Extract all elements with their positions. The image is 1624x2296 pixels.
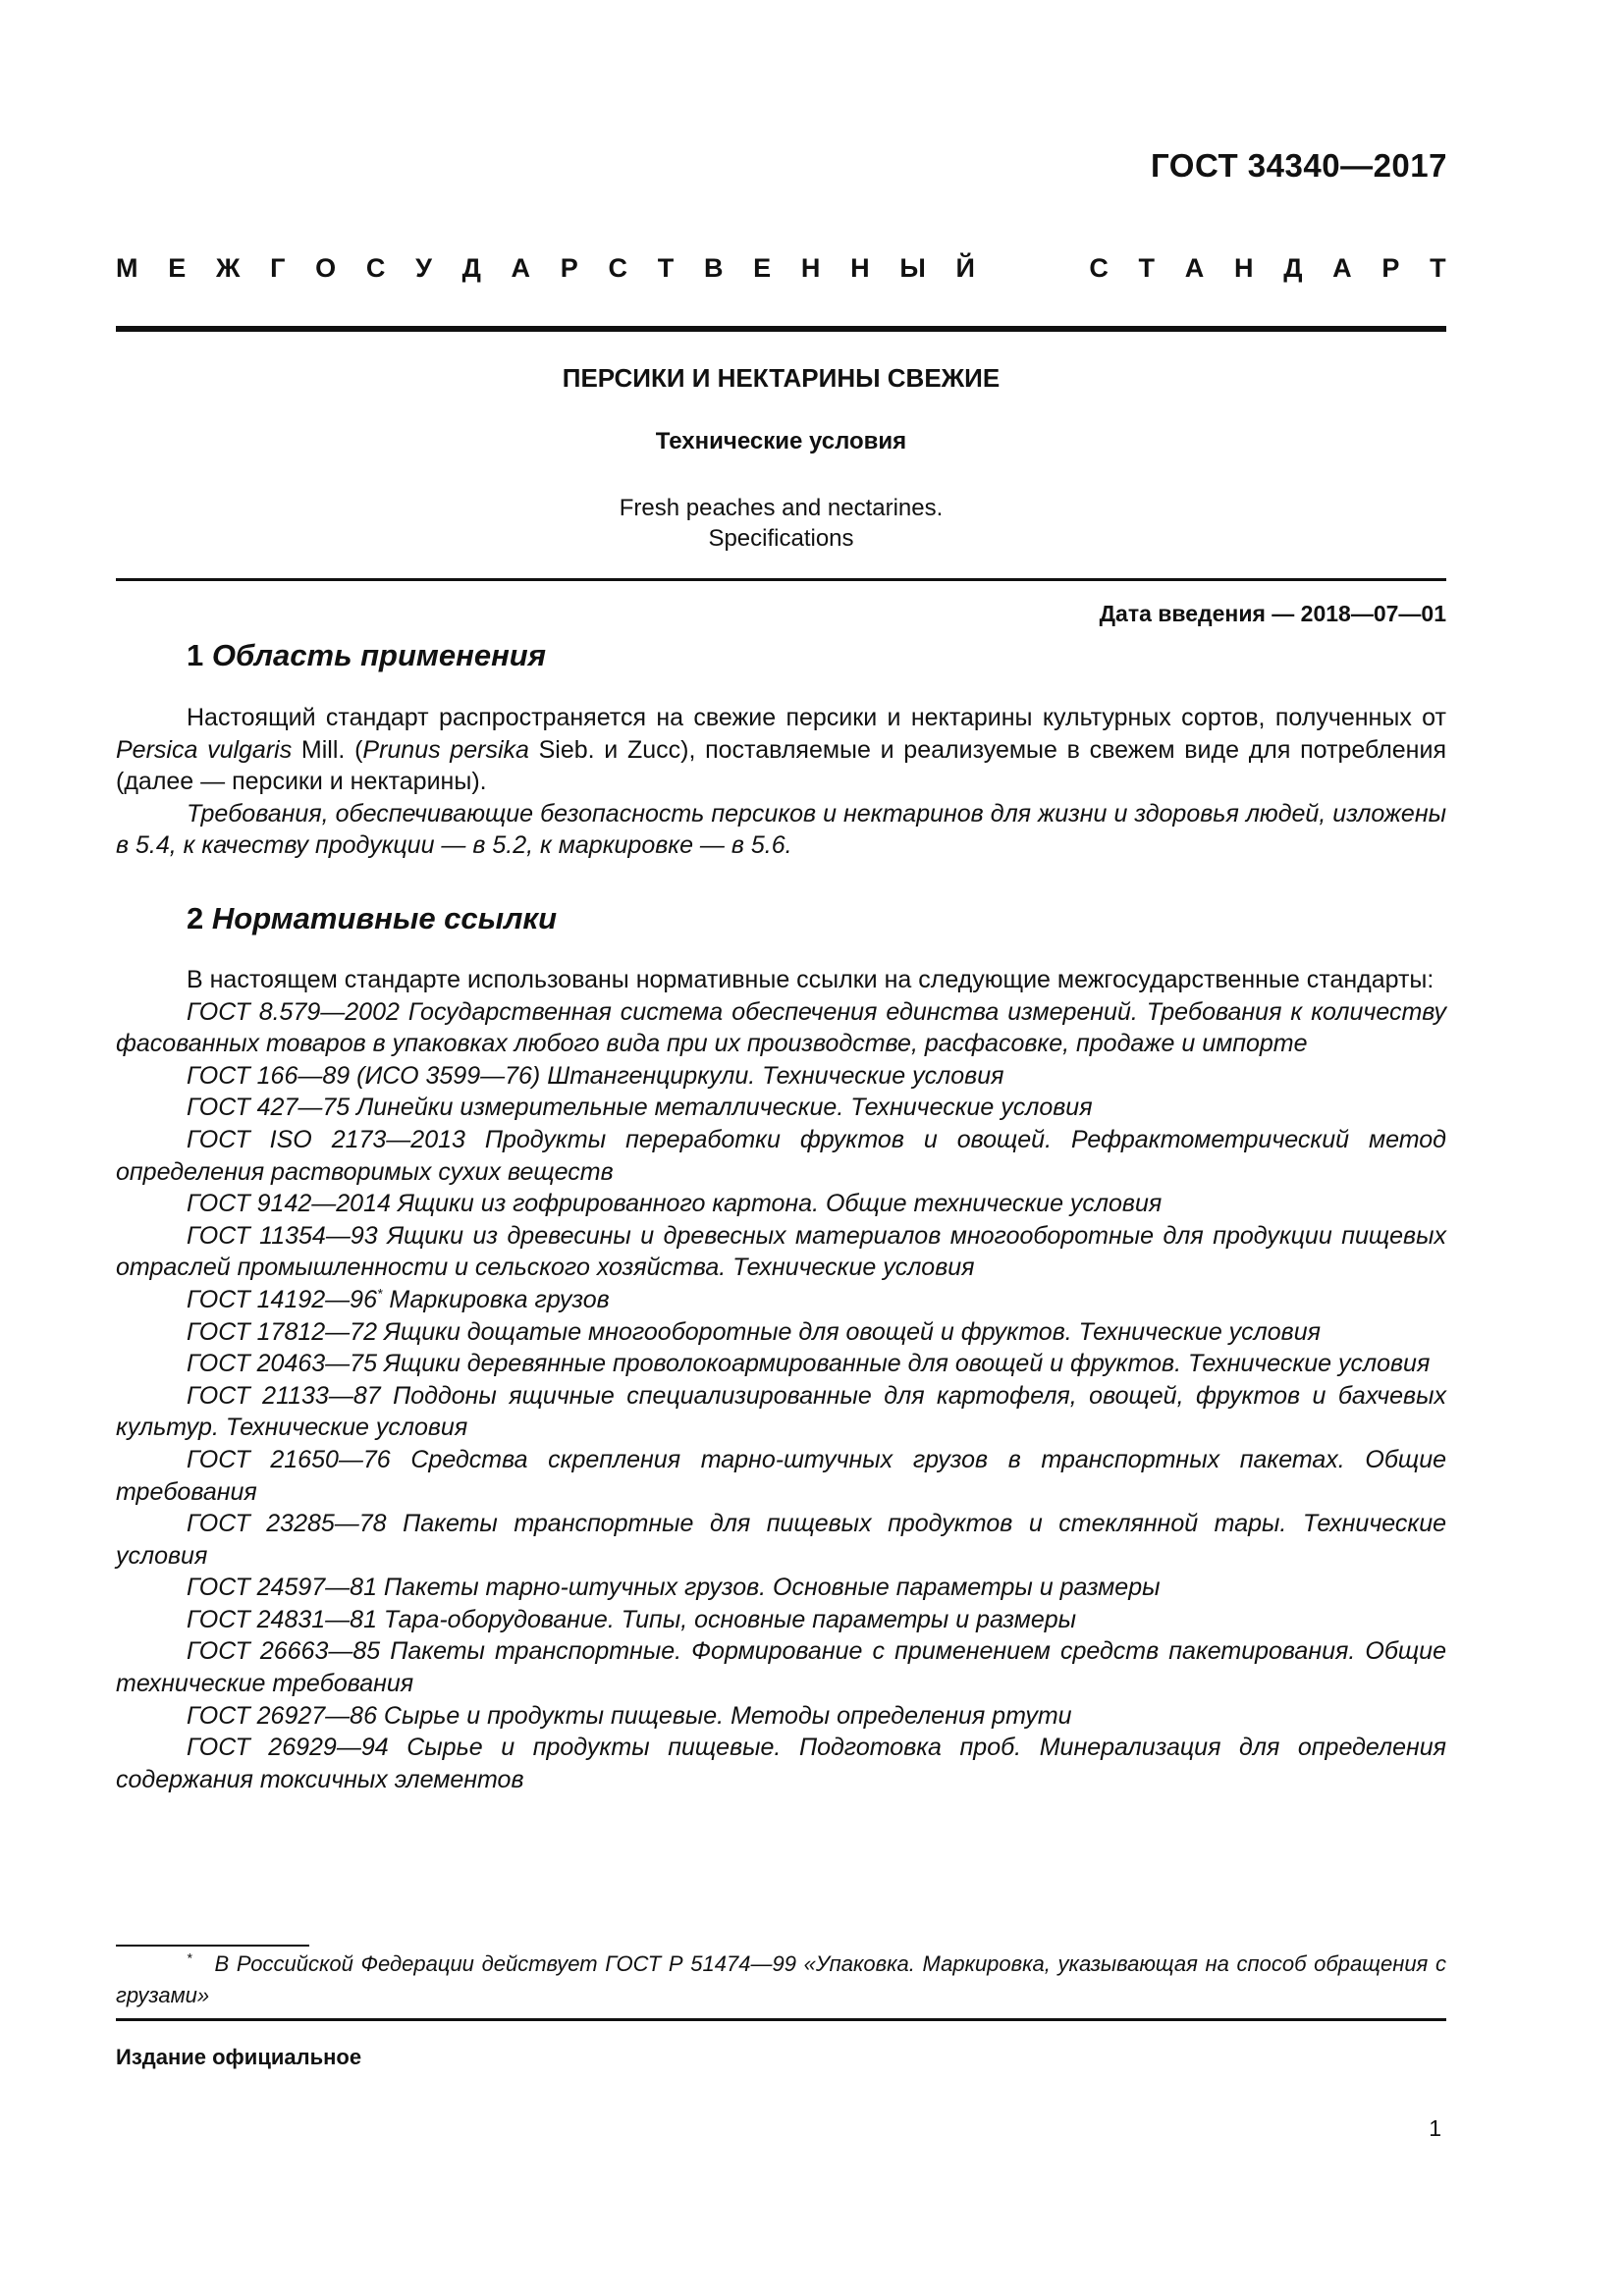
section-1-heading: 1 Область применения — [187, 638, 546, 672]
scope-paragraph: Настоящий стандарт распространяется на свежие персики и нектарины культурных сортов, полученных от Persica vulgaris Mill. (Prunus persika Sieb. и Zucc), поставляемые и реализуемые в свежем виде для потребления (далее — персики и нектарины). — [116, 704, 1446, 796]
interstate-standard-heading: М Е Ж Г О С У Д А Р С Т В Е Н Н Ы Й С Т А Н Д А Р Т — [116, 253, 1446, 283]
document-title: ПЕРСИКИ И НЕКТАРИНЫ СВЕЖИЕ — [562, 363, 1001, 393]
references-intro: В настоящем стандарте использованы нормативные ссылки на следующие межгосударственные стандарты: — [187, 966, 1435, 993]
reference-item: ГОСТ 26663—85 Пакеты транспортные. Формирование с применением средств пакетирования. Общие технические требования — [116, 1637, 1446, 1698]
standard-number: ГОСТ 34340—2017 — [1151, 147, 1447, 184]
title-rule — [116, 578, 1446, 581]
reference-item: ГОСТ 8.579—2002 Государственная система обеспечения единства измерений. Требования к количеству фасованных товаров в упаковках любого вида при их производстве, расфасовке, продаже и импорте — [116, 997, 1446, 1058]
footnote-marker: * — [187, 1949, 192, 1966]
reference-item: ГОСТ 21650—76 Средства скрепления тарно-штучных грузов в транспортных пакетах. Общие требования — [116, 1445, 1446, 1506]
reference-item: ГОСТ 14192—96* Маркировка грузов — [187, 1285, 610, 1313]
reference-item: ГОСТ 26927—86 Сырье и продукты пищевые. Методы определения ртути — [187, 1701, 1072, 1730]
footnote: * В Российской Федерации действует ГОСТ Р 51474—99 «Упаковка. Маркировка, указывающая на способ обращения с грузами» — [116, 1949, 1446, 2007]
header-rule — [116, 326, 1446, 332]
safety-requirements-paragraph: Требования, обеспечивающие безопасность персиков и нектаринов для жизни и здоровья людей, изложены в 5.4, к качеству продукции — в 5.2, к маркировке — в 5.6. — [116, 799, 1446, 860]
document-subtitle: Технические условия — [655, 428, 907, 454]
reference-item: ГОСТ 166—89 (ИСО 3599—76) Штангенциркули. Технические условия — [187, 1061, 1004, 1090]
reference-item: ГОСТ 20463—75 Ящики деревянные проволокоармированные для овощей и фруктов. Технические условия — [187, 1350, 1431, 1378]
reference-item: ГОСТ ISO 2173—2013 Продукты переработки фруктов и овощей. Рефрактометрический метод определения растворимых сухих веществ — [116, 1125, 1446, 1186]
reference-item: ГОСТ 24597—81 Пакеты тарно-штучных грузов. Основные параметры и размеры — [187, 1574, 1161, 1602]
reference-item: ГОСТ 9142—2014 Ящики из гофрированного картона. Общие технические условия — [187, 1190, 1163, 1218]
footnote-marker: * — [376, 1285, 383, 1302]
footer-rule — [116, 2018, 1446, 2021]
page-number: 1 — [1429, 2115, 1441, 2141]
official-edition-label: Издание официальное — [116, 2045, 362, 2069]
reference-item: ГОСТ 21133—87 Поддоны ящичные специализированные для картофеля, овощей, фруктов и бахчевых культур. Технические условия — [116, 1381, 1446, 1442]
footnote-separator — [116, 1945, 309, 1947]
reference-item: ГОСТ 23285—78 Пакеты транспортные для пищевых продуктов и стеклянной тары. Технические условия — [116, 1510, 1446, 1570]
reference-item: ГОСТ 24831—81 Тара-оборудование. Типы, основные параметры и размеры — [187, 1605, 1077, 1633]
section-1-body — [116, 702, 1446, 862]
reference-item: ГОСТ 427—75 Линейки измерительные металлические. Технические условия — [187, 1094, 1093, 1122]
reference-item: ГОСТ 11354—93 Ящики из древесины и древесных материалов многооборотные для продукции пищевых отраслей промышленности и сельского хозяйства. Технические условия — [116, 1221, 1446, 1282]
reference-item: ГОСТ 26929—94 Сырье и продукты пищевые. Подготовка проб. Минерализация для определения содержания токсичных элементов — [116, 1734, 1446, 1793]
introduction-date: Дата введения — 2018—07—01 — [1099, 601, 1446, 626]
reference-item: ГОСТ 17812—72 Ящики дощатые многооборотные для овощей и фруктов. Технические условия — [187, 1317, 1321, 1346]
section-2-heading: 2 Нормативные ссылки — [187, 901, 558, 935]
section-2-body — [116, 964, 1446, 1795]
english-title: Fresh peaches and nectarines. Specifications — [619, 495, 944, 552]
